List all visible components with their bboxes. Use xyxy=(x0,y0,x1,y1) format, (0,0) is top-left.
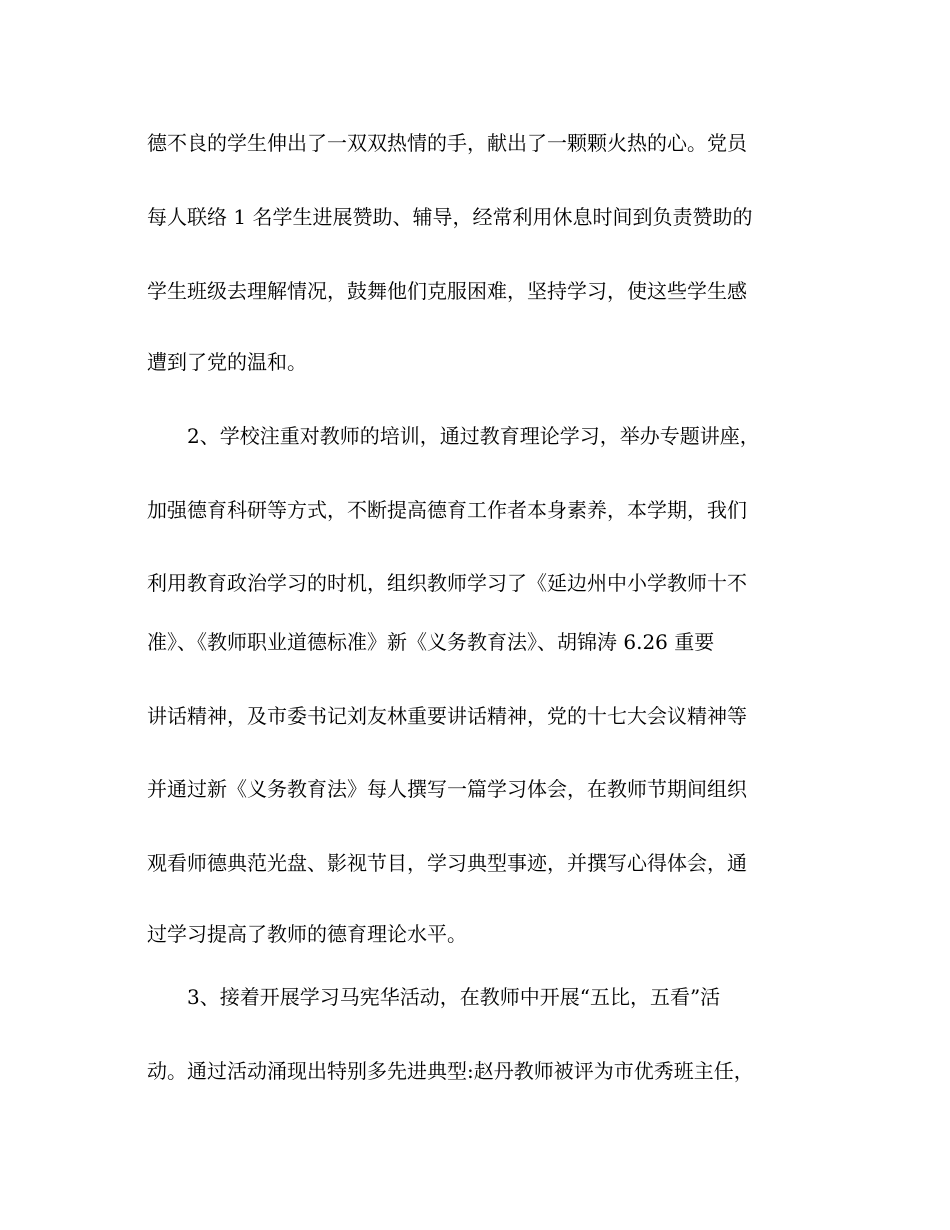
text-line: 学生班级去理解情况，鼓舞他们克服困难，坚持学习，使这些学生感 xyxy=(147,279,747,303)
text-line: 遭到了党的温和。 xyxy=(147,350,307,374)
text-line: 德不良的学生伸出了一双双热情的手，献出了一颗颗火热的心。党员 xyxy=(147,131,747,155)
text-line: 动。通过活动涌现出特别多先进典型:赵丹教师被评为市优秀班主任， xyxy=(147,1059,754,1083)
text-line: 并通过新《义务教育法》每人撰写一篇学习体会，在教师节期间组织 xyxy=(147,777,747,801)
paragraph-start-line: 2、学校注重对教师的培训，通过教育理论学习，举办专题讲座， xyxy=(187,424,760,448)
text-line: 过学习提高了教师的德育理论水平。 xyxy=(147,922,467,946)
text-line: 观看师德典范光盘、影视节目，学习典型事迹，并撰写心得体会，通 xyxy=(147,851,747,875)
paragraph-start-line: 3、接着开展学习马宪华活动，在教师中开展“五比，五看”活 xyxy=(187,985,721,1009)
text-line: 每人联络 1 名学生进展赞助、辅导，经常利用休息时间到负责赞助的 xyxy=(147,205,753,229)
text-line: 讲话精神，及市委书记刘友林重要讲话精神，党的十七大会议精神等 xyxy=(147,704,747,728)
text-line: 准》、《教师职业道德标准》新《义务教育法》、胡锦涛 6.26 重要 xyxy=(147,630,715,654)
text-line: 加强德育科研等方式，不断提高德育工作者本身素养，本学期，我们 xyxy=(147,498,747,522)
text-line: 利用教育政治学习的时机，组织教师学习了《延边州中小学教师十不 xyxy=(147,571,747,595)
